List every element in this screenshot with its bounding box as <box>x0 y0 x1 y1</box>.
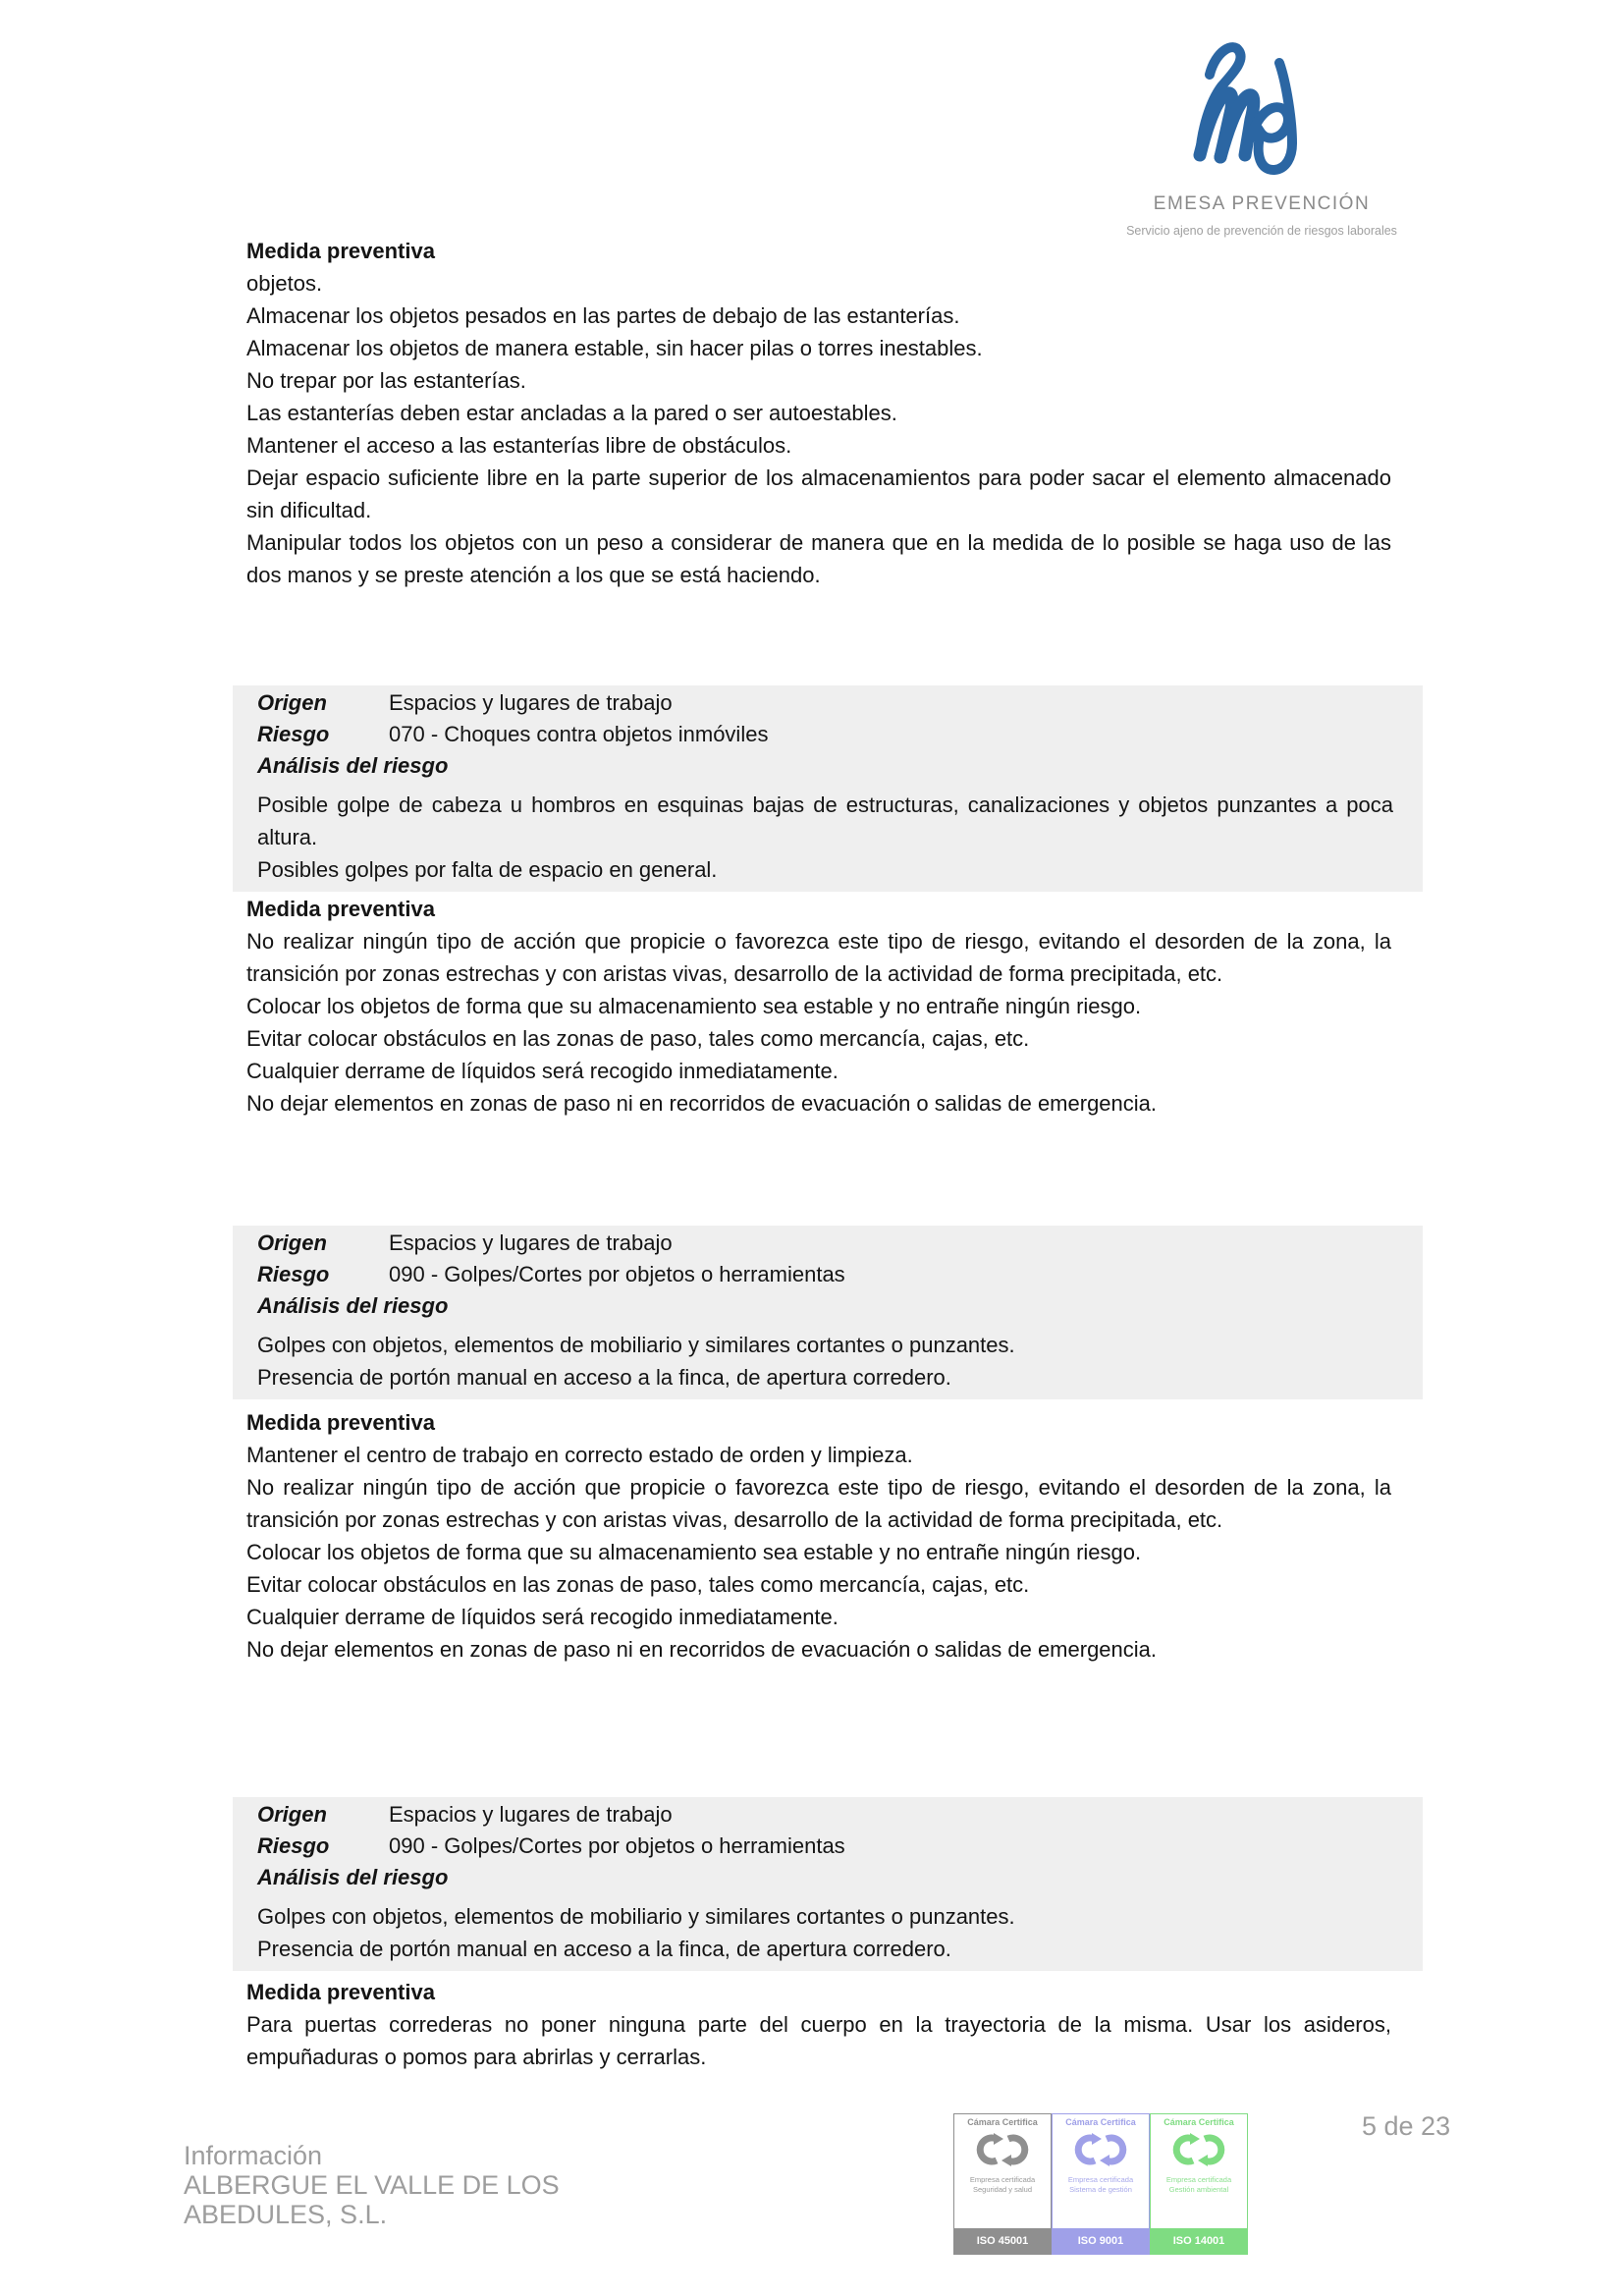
origen-label: Origen <box>257 1802 327 1827</box>
origen-row <box>257 1799 1393 1831</box>
analisis-line: Presencia de portón manual en acceso a la finca, de apertura corredero. <box>257 1937 951 1961</box>
iso-14001-badge <box>1150 2113 1248 2255</box>
section-medida-2 <box>246 1406 1391 1666</box>
origen-label: Origen <box>257 1230 327 1255</box>
badge-subtext: Empresa certificada <box>1165 2175 1232 2184</box>
medida-line: Cualquier derrame de líquidos será recogido inmediatamente. <box>246 1059 839 1083</box>
medida-line: Cualquier derrame de líquidos será recogido inmediatamente. <box>246 1605 839 1629</box>
medida-line: No realizar ningún tipo de acción que propicie o favorezca este tipo de riesgo, evitando el desorden de la zona, la transición por zonas estrechas y con aristas vivas, desarrollo de la actividad de forma precipitada, etc. <box>246 1475 1391 1532</box>
riesgo-value: 070 - Choques contra objetos inmóviles <box>389 722 769 746</box>
risk-block-1 <box>233 685 1423 892</box>
brand-tagline: Servicio ajeno de prevención de riesgos laborales <box>1126 224 1397 238</box>
analisis-line: Presencia de portón manual en acceso a la finca, de apertura corredero. <box>257 1365 951 1390</box>
medida-line: objetos. <box>246 271 323 296</box>
section-medida-intro <box>246 235 1391 591</box>
certification-badges <box>953 2113 1248 2255</box>
risk-block-2 <box>233 1226 1423 1399</box>
risk-block-3 <box>233 1797 1423 1971</box>
medida-line: Evitar colocar obstáculos en las zonas de paso, tales como mercancía, cajas, etc. <box>246 1026 1030 1051</box>
brand-name: EMESA PREVENCIÓN <box>1153 193 1371 214</box>
riesgo-value: 090 - Golpes/Cortes por objetos o herramientas <box>389 1262 845 1286</box>
badge-subtext: Empresa certificada <box>1067 2175 1134 2184</box>
section-medida-3 <box>246 1976 1391 2073</box>
badge-subtext: Gestión ambiental <box>1168 2185 1229 2194</box>
badge-subtext: Sistema de gestión <box>1069 2185 1132 2194</box>
origen-value: Espacios y lugares de trabajo <box>389 690 673 715</box>
medida-line: No dejar elementos en zonas de paso ni en recorridos de evacuación o salidas de emergencia. <box>246 1637 1158 1662</box>
medida-line: No dejar elementos en zonas de paso ni en recorridos de evacuación o salidas de emergencia. <box>246 1091 1158 1116</box>
footer-company-info <box>184 2141 560 2229</box>
analisis-label: Análisis del riesgo <box>257 1293 449 1318</box>
iso-label: ISO 9001 <box>1053 2228 1149 2254</box>
riesgo-label: Riesgo <box>257 722 330 746</box>
medida-line: Dejar espacio suficiente libre en la parte superior de los almacenamientos para poder sacar el elemento almacenado sin dificultad. <box>246 465 1391 522</box>
camara-certifica-icon <box>1072 2132 1129 2167</box>
origen-value: Espacios y lugares de trabajo <box>389 1802 673 1827</box>
analisis-line: Posibles golpes por falta de espacio en general. <box>257 857 718 882</box>
analisis-line: Golpes con objetos, elementos de mobiliario y similares cortantes o punzantes. <box>257 1904 1015 1929</box>
medida-line: Las estanterías deben estar ancladas a la pared o ser autoestables. <box>246 401 897 425</box>
badge-title: Cámara Certifica <box>1163 2117 1234 2127</box>
analisis-text <box>257 1900 1393 1965</box>
medida-heading: Medida preventiva <box>246 239 435 263</box>
origen-row <box>257 687 1393 719</box>
medida-line: Almacenar los objetos de manera estable, sin hacer pilas o torres inestables. <box>246 336 983 360</box>
analisis-line: Posible golpe de cabeza u hombros en esquinas bajas de estructuras, canalizaciones y objetos punzantes a poca altura. <box>257 793 1393 849</box>
camara-certifica-icon <box>974 2132 1031 2167</box>
riesgo-row <box>257 1259 1393 1290</box>
medida-line: Almacenar los objetos pesados en las partes de debajo de las estanterías. <box>246 303 960 328</box>
riesgo-label: Riesgo <box>257 1262 330 1286</box>
origen-row <box>257 1228 1393 1259</box>
riesgo-value: 090 - Golpes/Cortes por objetos o herramientas <box>389 1833 845 1858</box>
iso-9001-badge <box>1052 2113 1150 2255</box>
medida-line: Colocar los objetos de forma que su almacenamiento sea estable y no entrañe ningún riesgo. <box>246 994 1142 1018</box>
section-medida-1 <box>246 893 1391 1120</box>
medida-line: Evitar colocar obstáculos en las zonas de paso, tales como mercancía, cajas, etc. <box>246 1572 1030 1597</box>
riesgo-row <box>257 1831 1393 1862</box>
origen-label: Origen <box>257 690 327 715</box>
analisis-label: Análisis del riesgo <box>257 1865 449 1889</box>
analisis-text <box>257 1329 1393 1394</box>
origen-value: Espacios y lugares de trabajo <box>389 1230 673 1255</box>
camara-certifica-icon <box>1170 2132 1227 2167</box>
iso-label: ISO 45001 <box>954 2228 1051 2254</box>
page-number: 5 de 23 <box>1362 2111 1451 2141</box>
footer-company-line: ABEDULES, S.L. <box>184 2200 388 2229</box>
medida-line: Para puertas correderas no poner ninguna parte del cuerpo en la trayectoria de la misma. Usar los asideros, empuñaduras o pomos para abrirlas y cerrarlas. <box>246 2012 1391 2069</box>
medida-line: Manipular todos los objetos con un peso a considerar de manera que en la medida de lo posible se haga uso de las dos manos y se preste atención a los que se está haciendo. <box>246 530 1391 587</box>
analisis-line: Golpes con objetos, elementos de mobiliario y similares cortantes o punzantes. <box>257 1333 1015 1357</box>
badge-title: Cámara Certifica <box>1065 2117 1136 2127</box>
analisis-text <box>257 789 1393 886</box>
medida-line: Colocar los objetos de forma que su almacenamiento sea estable y no entrañe ningún riesgo. <box>246 1540 1142 1564</box>
medida-line: No realizar ningún tipo de acción que propicie o favorezca este tipo de riesgo, evitando el desorden de la zona, la transición por zonas estrechas y con aristas vivas, desarrollo de la actividad de forma precipitada, etc. <box>246 929 1391 986</box>
badge-subtext: Empresa certificada <box>969 2175 1036 2184</box>
analisis-label: Análisis del riesgo <box>257 753 449 778</box>
emesa-logo-icon <box>1176 39 1304 187</box>
riesgo-label: Riesgo <box>257 1833 330 1858</box>
footer-info-label: Información <box>184 2141 323 2170</box>
footer-company-line: ALBERGUE EL VALLE DE LOS <box>184 2170 560 2200</box>
medida-line: No trepar por las estanterías. <box>246 368 526 393</box>
medida-heading: Medida preventiva <box>246 1980 435 2004</box>
medida-heading: Medida preventiva <box>246 1410 435 1435</box>
iso-45001-badge <box>953 2113 1052 2255</box>
medida-heading: Medida preventiva <box>246 897 435 921</box>
iso-label: ISO 14001 <box>1151 2228 1247 2254</box>
badge-title: Cámara Certifica <box>967 2117 1038 2127</box>
medida-line: Mantener el centro de trabajo en correcto estado de orden y limpieza. <box>246 1443 913 1467</box>
riesgo-row <box>257 719 1393 750</box>
badge-subtext: Seguridad y salud <box>972 2185 1033 2194</box>
medida-line: Mantener el acceso a las estanterías libre de obstáculos. <box>246 433 792 458</box>
